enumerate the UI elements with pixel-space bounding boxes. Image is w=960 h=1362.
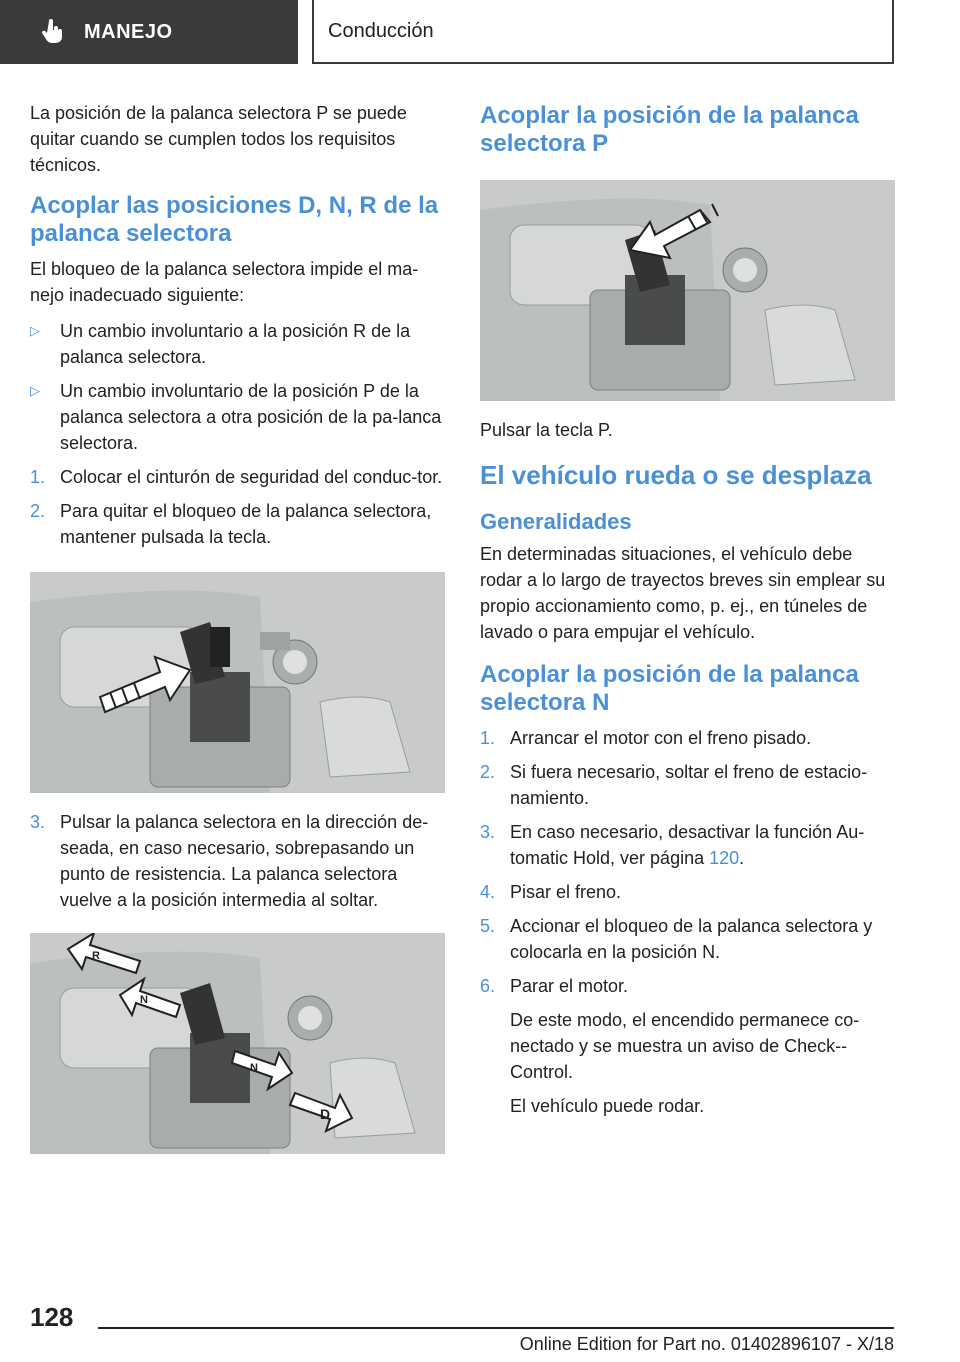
page-link[interactable]: 120 [709, 848, 740, 868]
step-text: En caso necesario, desactivar la función Au-tomatic Hold, ver página 120. [510, 822, 865, 868]
bullet-text: Un cambio involuntario de la posición P de la palanca selectora a otra posición de la pa-lanca selectora. [60, 381, 442, 453]
step-text: Pulsar la palanca selectora en la dirección de-seada, en caso necesario, sobrepasando un punto de resistencia. La palanca selectora vuelve a la posición intermedia al soltar. [60, 812, 429, 910]
step-item [480, 913, 896, 965]
left-column [30, 100, 446, 1170]
bullet-text: Un cambio involuntario a la posición R de la palanca selectora. [60, 321, 411, 367]
hand-pointer-icon [40, 19, 66, 45]
fig-label-n-lower: N [250, 1062, 258, 1074]
heading-vehicle-rolls: El vehículo rueda o se desplaza [480, 460, 872, 490]
heading-position-n: Acoplar la posición de la palanca selectora N [480, 661, 859, 716]
heading-general: Generalidades [480, 509, 632, 534]
step-item [30, 809, 446, 913]
figure-shift-directions [30, 933, 445, 1154]
note-paragraph: De este modo, el encendido permanece co-nectado y se muestra un aviso de Check--Control. [510, 1010, 860, 1082]
step-number: 3. [30, 812, 46, 832]
figure-unlock-lever [30, 572, 445, 793]
step-number: 2. [480, 762, 496, 782]
step-text: Parar el motor. [510, 976, 629, 996]
step-number: 1. [30, 467, 46, 487]
step-number: 4. [480, 882, 496, 902]
step-text: Arrancar el motor con el freno pisado. [510, 728, 812, 748]
fig-label-r: R [92, 950, 100, 962]
bullet-item [30, 378, 446, 456]
intro-paragraph: La posición de la palanca selectora P se puede quitar cuando se cumplen todos los requisitos técnicos. [30, 103, 407, 175]
step-number: 6. [480, 976, 496, 996]
step-number: 2. [30, 501, 46, 521]
step-text: Pisar el freno. [510, 882, 622, 902]
step-number: 3. [480, 822, 496, 842]
heading-dnr: Acoplar las posiciones D, N, R de la palanca selectora [30, 192, 439, 247]
step-item [480, 725, 896, 751]
triangle-bullet-icon: ▷ [30, 383, 40, 398]
fig-label-n-upper: N [140, 994, 148, 1006]
step-item [480, 759, 896, 811]
lock-paragraph: El bloqueo de la palanca selectora impide el ma-nejo inadecuado siguiente: [30, 259, 419, 305]
step-item [30, 498, 446, 550]
general-paragraph: En determinadas situaciones, el vehículo debe rodar a lo largo de trayectos breves sin emplear su propio accionamiento como, p. ej., en túneles de lavado o para empujar el vehículo. [480, 544, 886, 642]
right-column [480, 100, 896, 1127]
step-item [480, 879, 896, 905]
triangle-bullet-icon: ▷ [30, 323, 40, 338]
chapter-header [312, 0, 894, 64]
step-item [480, 973, 896, 999]
step-text: Colocar el cinturón de seguridad del conduc-tor. [60, 467, 443, 487]
step-text: Si fuera necesario, soltar el freno de estacio-namiento. [510, 762, 868, 808]
section-label: MANEJO [84, 20, 173, 43]
step-number: 1. [480, 728, 496, 748]
footer-edition: Online Edition for Part no. 01402896107 - X/18 [519, 1334, 894, 1354]
step-item [30, 464, 446, 490]
step-item [480, 819, 896, 871]
heading-position-p: Acoplar la posición de la palanca selectora P [480, 102, 859, 157]
step-number: 5. [480, 916, 496, 936]
fig-label-d: D [320, 1106, 331, 1122]
chapter-title: Conducción [328, 19, 434, 42]
step-text: Accionar el bloqueo de la palanca selectora y colocarla en la posición N. [510, 916, 873, 962]
figure-p-button [480, 180, 895, 401]
section-tab [0, 0, 298, 64]
bullet-item [30, 318, 446, 370]
footer-divider [98, 1327, 894, 1329]
step-text: Para quitar el bloqueo de la palanca selectora, mantener pulsada la tecla. [60, 501, 432, 547]
page-number: 128 [30, 1302, 74, 1332]
note-paragraph: El vehículo puede rodar. [510, 1096, 705, 1116]
press-p-paragraph: Pulsar la tecla P. [480, 420, 613, 440]
